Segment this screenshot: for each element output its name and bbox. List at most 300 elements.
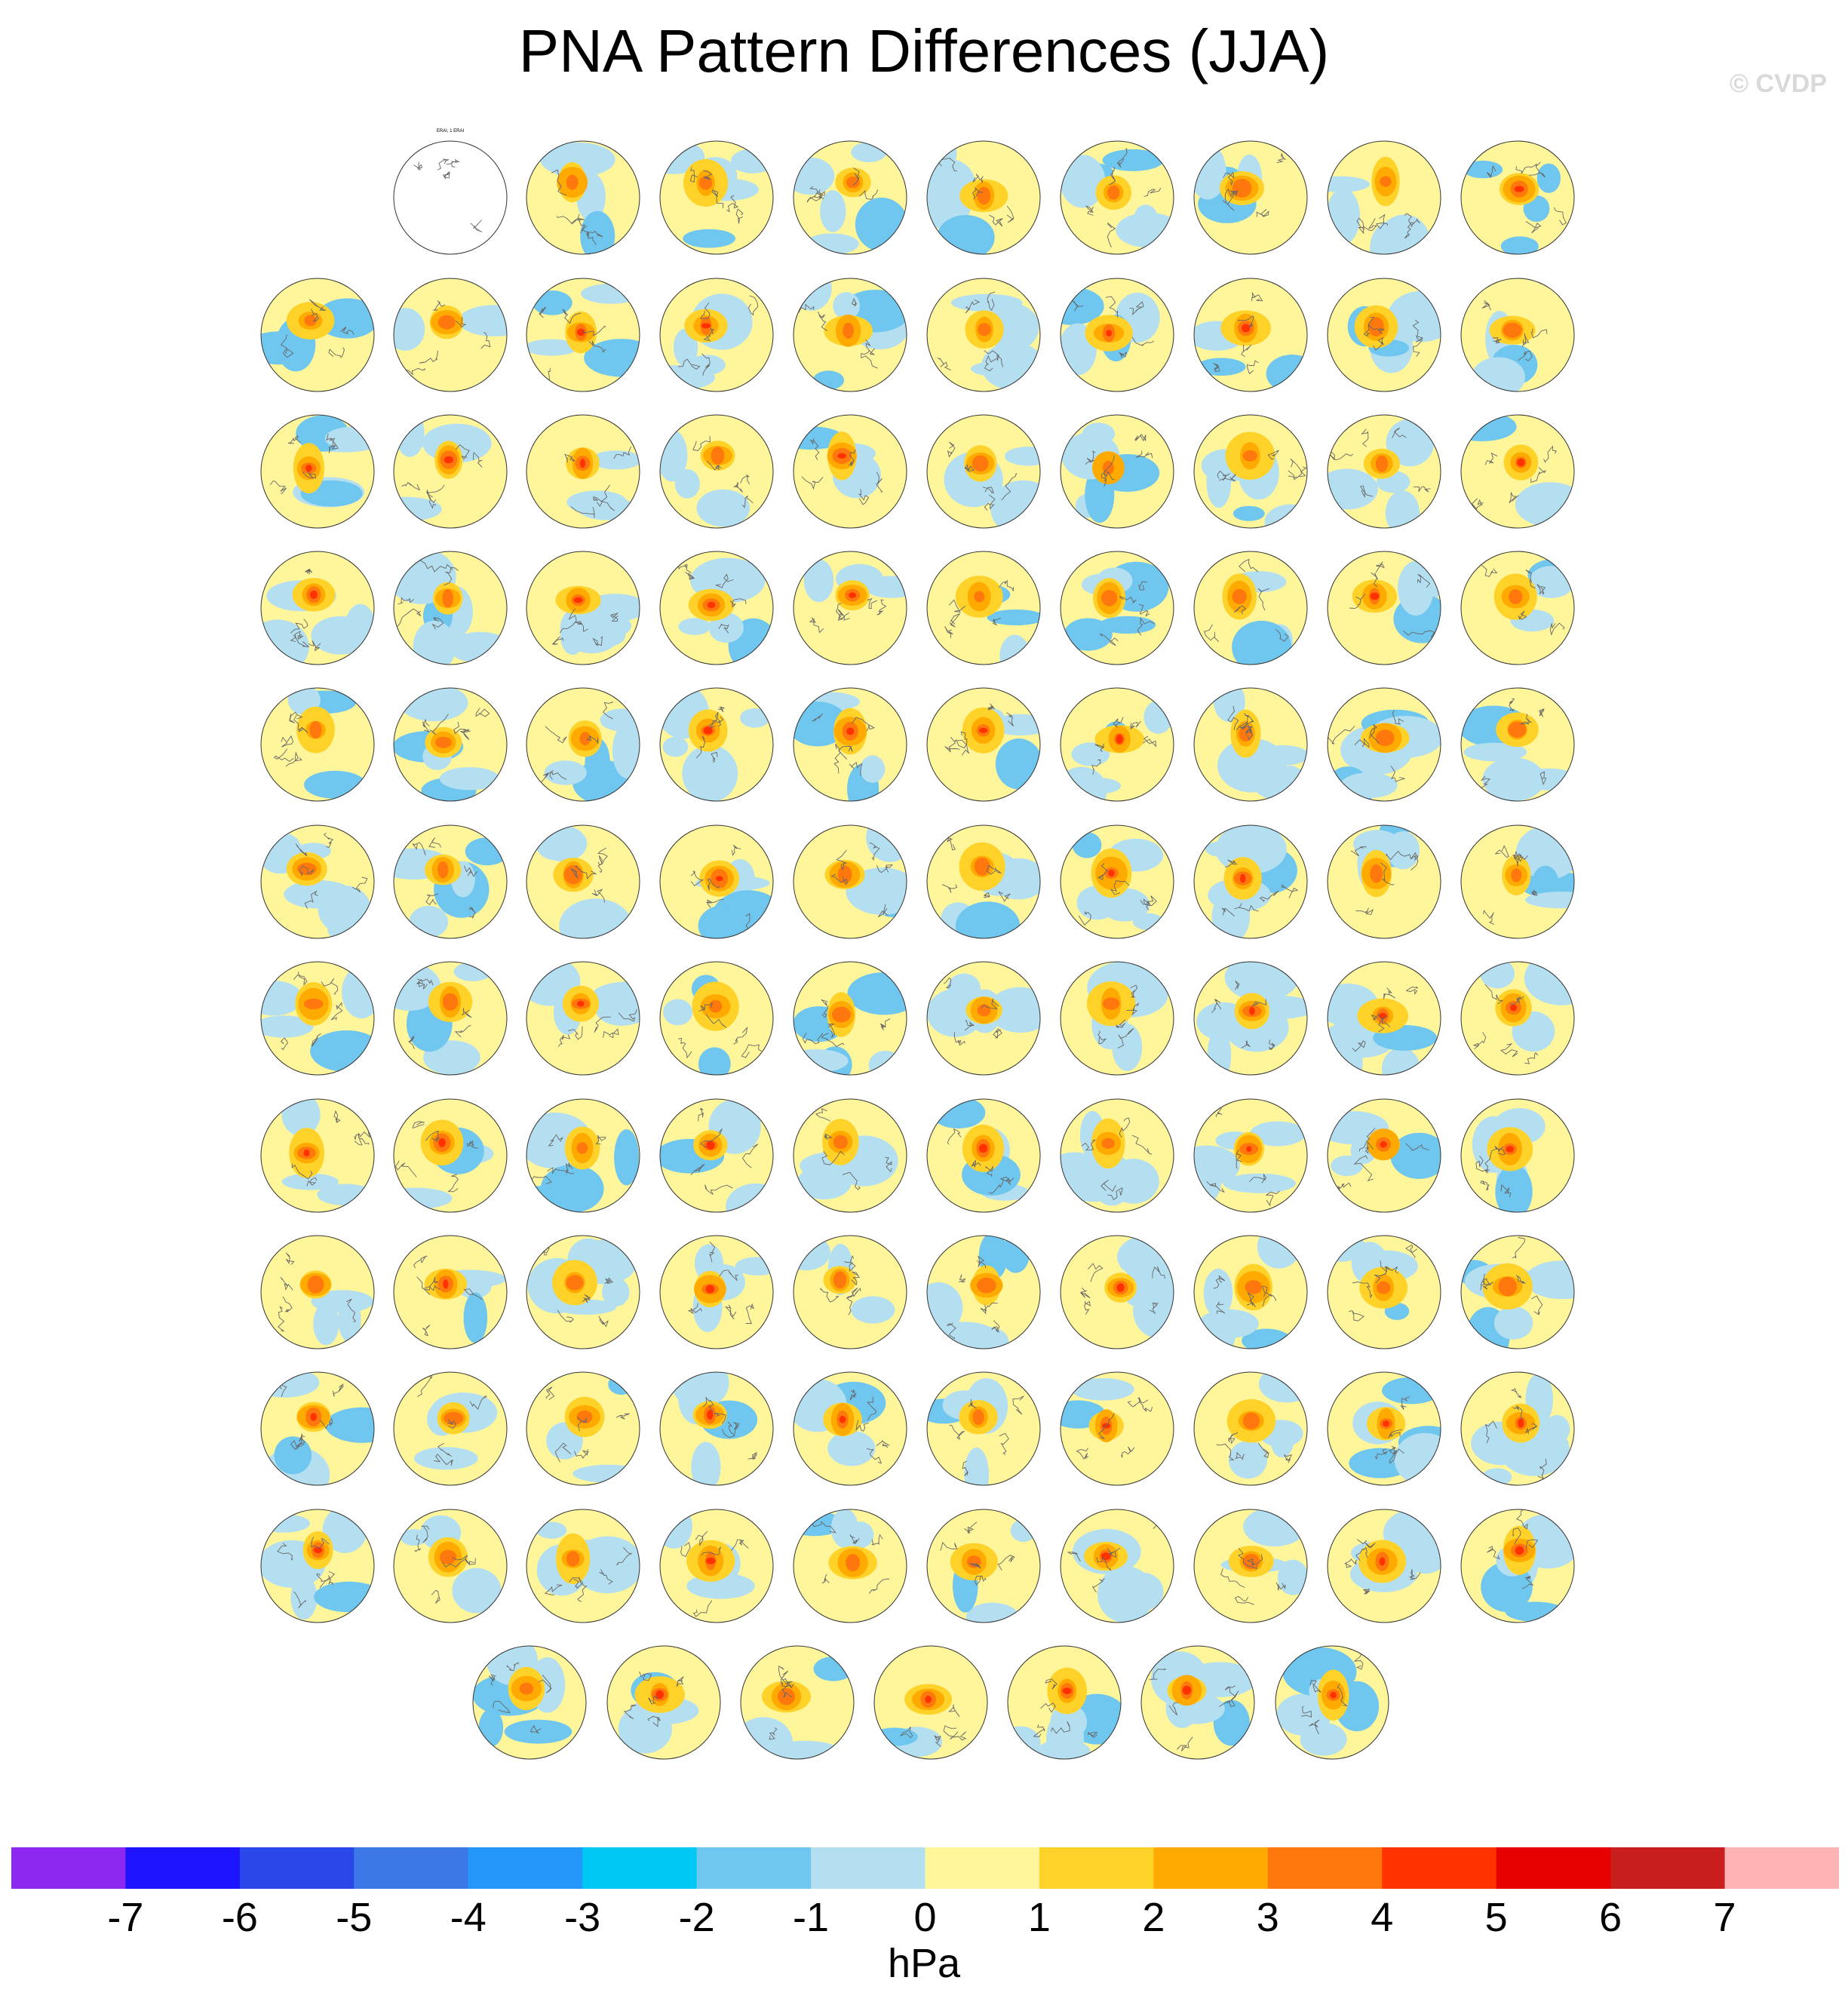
map-panel <box>257 266 378 409</box>
colorbar-tick-label: 4 <box>1371 1895 1394 1940</box>
polar-map <box>656 956 777 1085</box>
polar-map <box>1457 546 1578 674</box>
colorbar-swatch <box>1497 1847 1611 1889</box>
positive-anomaly <box>1380 177 1391 187</box>
polar-map <box>1457 1367 1578 1495</box>
negative-anomaly <box>731 149 775 173</box>
map-panel <box>523 1223 643 1366</box>
negative-anomaly <box>951 294 1023 312</box>
map-panel <box>1190 266 1311 409</box>
map-panel <box>390 675 511 818</box>
map-panel <box>656 266 777 409</box>
polar-map <box>656 136 777 264</box>
colorbar-swatch <box>354 1847 468 1889</box>
map-panel <box>923 1223 1044 1366</box>
colorbar-tick-label: -5 <box>336 1895 373 1940</box>
polar-map <box>523 956 643 1085</box>
positive-anomaly <box>1108 870 1115 877</box>
polar-map <box>656 1504 777 1632</box>
negative-anomaly <box>479 1709 503 1747</box>
polar-map <box>790 956 910 1085</box>
positive-anomaly <box>1376 456 1388 472</box>
polar-map <box>1137 1641 1258 1769</box>
negative-anomaly <box>1463 161 1503 178</box>
negative-anomaly <box>663 999 692 1026</box>
negative-anomaly <box>1382 1377 1441 1405</box>
negative-anomaly <box>573 1465 643 1483</box>
negative-anomaly <box>536 1522 566 1539</box>
positive-anomaly <box>1107 186 1119 200</box>
map-panel <box>1324 266 1444 409</box>
colorbar-swatch <box>1725 1847 1839 1889</box>
negative-anomaly <box>1233 506 1265 521</box>
positive-anomaly <box>1383 1420 1389 1426</box>
map-panel <box>390 266 511 409</box>
positive-anomaly <box>564 865 583 884</box>
negative-anomaly <box>851 1296 895 1323</box>
polar-map <box>656 1230 777 1359</box>
map-panel <box>1190 675 1311 818</box>
map-panel <box>390 1359 511 1503</box>
polar-map <box>790 546 910 674</box>
positive-anomaly <box>1518 1419 1524 1428</box>
map-panel <box>1057 1497 1177 1640</box>
positive-anomaly <box>1249 1007 1255 1015</box>
polar-map <box>1457 1504 1578 1632</box>
map-panel <box>1137 1633 1258 1776</box>
negative-anomaly <box>663 737 689 757</box>
map-panel <box>257 1223 378 1366</box>
positive-anomaly <box>972 456 989 472</box>
polar-map <box>1190 1367 1311 1495</box>
polar-map <box>1324 820 1444 948</box>
polar-map <box>390 410 511 538</box>
map-panel <box>923 1497 1044 1640</box>
positive-anomaly <box>566 1275 583 1290</box>
polar-map <box>523 273 643 401</box>
positive-anomaly <box>1240 874 1245 883</box>
positive-anomaly <box>706 1285 714 1294</box>
polar-map <box>523 546 643 674</box>
positive-anomaly <box>974 591 984 603</box>
negative-anomaly <box>1480 959 1515 988</box>
map-panel <box>1190 1497 1311 1640</box>
map-panel <box>1190 1223 1311 1366</box>
negative-anomaly <box>1398 561 1434 616</box>
polar-map <box>923 546 1044 674</box>
polar-map <box>923 136 1044 264</box>
positive-anomaly <box>846 177 860 188</box>
negative-anomaly <box>338 1297 361 1343</box>
positive-anomaly <box>837 453 846 459</box>
map-panel <box>1324 539 1444 682</box>
polar-map <box>257 546 378 674</box>
polar-map <box>257 1230 378 1359</box>
map-panel <box>1190 539 1311 682</box>
colorbar-swatch <box>1268 1847 1383 1889</box>
colorbar-tick-label: 3 <box>1256 1895 1279 1940</box>
positive-anomaly <box>438 315 456 330</box>
copyright-watermark: © CVDP <box>1730 69 1827 98</box>
polar-map <box>1457 1230 1578 1359</box>
positive-anomaly <box>1245 1280 1262 1294</box>
map-panel <box>790 539 910 682</box>
map-panel <box>1272 1633 1392 1776</box>
negative-anomaly <box>675 469 700 499</box>
negative-anomaly <box>1103 149 1164 171</box>
polar-map <box>1324 1230 1444 1359</box>
positive-anomaly <box>701 323 711 328</box>
negative-anomaly <box>804 560 834 603</box>
polar-map <box>1324 1504 1444 1632</box>
colorbar-swatch <box>1610 1847 1725 1889</box>
positive-anomaly <box>1233 589 1247 604</box>
positive-anomaly <box>437 861 448 879</box>
positive-anomaly <box>1503 323 1521 338</box>
polar-map <box>1324 273 1444 401</box>
negative-anomaly <box>541 1165 604 1213</box>
negative-anomaly <box>1099 616 1156 634</box>
map-panel <box>523 949 643 1092</box>
map-panel <box>1190 128 1311 272</box>
polar-map <box>1457 1094 1578 1222</box>
map-panel <box>1457 128 1578 272</box>
polar-map <box>603 1641 724 1769</box>
positive-anomaly <box>1103 997 1119 1009</box>
polar-map <box>523 410 643 538</box>
polar-map <box>737 1641 858 1769</box>
polar-map <box>923 1230 1044 1359</box>
polar-map <box>257 683 378 811</box>
negative-anomaly <box>1386 490 1420 536</box>
polar-map <box>923 273 1044 401</box>
positive-anomaly <box>978 323 991 336</box>
map-panel <box>1457 812 1578 956</box>
negative-anomaly <box>471 310 498 327</box>
map-panel <box>1057 812 1177 956</box>
negative-anomaly <box>696 490 750 527</box>
negative-anomaly <box>410 906 449 938</box>
polar-map <box>1057 1094 1177 1222</box>
positive-anomaly <box>1116 1283 1124 1291</box>
map-panel <box>1190 1086 1311 1230</box>
negative-anomaly <box>1495 1165 1532 1218</box>
polar-map <box>1057 956 1177 1085</box>
map-panel <box>790 1223 910 1366</box>
map-panel <box>1457 1497 1578 1640</box>
negative-anomaly <box>1134 204 1157 228</box>
negative-anomaly <box>1506 1602 1566 1622</box>
polar-map <box>1190 956 1311 1085</box>
polar-map <box>1324 1367 1444 1495</box>
positive-anomaly <box>1509 589 1522 604</box>
map-panel <box>390 1223 511 1366</box>
map-panel <box>523 128 643 272</box>
map-panel <box>523 1086 643 1230</box>
map-panel <box>923 949 1044 1092</box>
negative-anomaly <box>284 880 353 909</box>
polar-map <box>523 136 643 264</box>
positive-anomaly <box>577 1001 585 1007</box>
polar-map <box>1324 546 1444 674</box>
polar-map <box>1057 683 1177 811</box>
map-panel <box>390 1497 511 1640</box>
positive-anomaly <box>843 323 854 339</box>
colorbar-swatch <box>240 1847 355 1889</box>
polar-map <box>390 683 511 811</box>
polar-map <box>1057 136 1177 264</box>
positive-anomaly <box>833 1135 848 1150</box>
polar-map <box>257 1367 378 1495</box>
polar-map <box>1190 546 1311 674</box>
polar-map <box>790 683 910 811</box>
map-panel <box>1457 1086 1578 1230</box>
positive-anomaly <box>978 1004 991 1016</box>
negative-anomaly <box>1205 842 1235 857</box>
negative-anomaly <box>1193 1157 1222 1202</box>
negative-anomaly <box>258 1514 310 1532</box>
negative-anomaly <box>1071 1378 1134 1401</box>
negative-anomaly <box>1112 1024 1142 1071</box>
positive-anomaly <box>1370 593 1379 600</box>
polar-map <box>790 1367 910 1495</box>
positive-anomaly <box>655 1690 664 1699</box>
map-panel <box>390 812 511 956</box>
polar-map <box>257 1094 378 1222</box>
map-panel <box>1457 949 1578 1092</box>
map-panel <box>1057 266 1177 409</box>
polar-map <box>257 1504 378 1632</box>
negative-anomaly <box>1537 164 1561 193</box>
map-panel <box>1457 1359 1578 1503</box>
negative-anomaly <box>533 290 573 315</box>
negative-anomaly <box>452 1568 501 1613</box>
map-panel <box>603 1633 724 1776</box>
positive-anomaly <box>577 1142 588 1154</box>
negative-anomaly <box>313 1303 339 1346</box>
polar-map <box>257 273 378 401</box>
negative-anomaly <box>1232 621 1291 674</box>
negative-anomaly <box>814 1656 854 1681</box>
positive-anomaly <box>566 175 579 190</box>
negative-anomaly <box>771 1741 840 1761</box>
polar-map <box>1004 1641 1125 1769</box>
colorbar-swatch <box>11 1847 126 1889</box>
positive-anomaly <box>566 1551 579 1566</box>
negative-anomaly <box>580 211 615 262</box>
negative-anomaly <box>820 190 846 232</box>
negative-anomaly <box>1326 188 1360 244</box>
map-panel <box>790 675 910 818</box>
positive-anomaly <box>707 1410 713 1420</box>
polar-map <box>656 820 777 948</box>
colorbar-tick-label: -2 <box>678 1895 715 1940</box>
negative-anomaly <box>871 1727 918 1745</box>
map-panel <box>923 402 1044 545</box>
polar-map <box>390 136 511 264</box>
polar-map <box>923 683 1044 811</box>
polar-map <box>1457 273 1578 401</box>
negative-anomaly <box>682 745 738 803</box>
map-panel <box>1190 1359 1311 1503</box>
negative-anomaly <box>1046 1712 1084 1767</box>
polar-map <box>390 1504 511 1632</box>
map-panel <box>790 812 910 956</box>
map-panel <box>790 402 910 545</box>
negative-anomaly <box>597 623 626 646</box>
map-panel <box>790 1086 910 1230</box>
negative-anomaly <box>581 284 642 304</box>
negative-anomaly <box>414 1447 478 1469</box>
negative-anomaly <box>987 609 1045 625</box>
reference-map-panel <box>390 128 511 272</box>
negative-anomaly <box>454 963 493 981</box>
negative-anomaly <box>869 1051 903 1079</box>
polar-map <box>656 273 777 401</box>
map-panel <box>923 1086 1044 1230</box>
positive-anomaly <box>846 1554 860 1571</box>
polar-map <box>1190 1504 1311 1632</box>
map-panel <box>1324 1497 1444 1640</box>
polar-map <box>1272 1641 1392 1769</box>
positive-anomaly <box>1243 450 1257 462</box>
polar-map <box>1324 956 1444 1085</box>
polar-map <box>1057 820 1177 948</box>
polar-map <box>1457 820 1578 948</box>
negative-anomaly <box>560 616 585 655</box>
positive-anomaly <box>1498 1277 1516 1297</box>
map-panel <box>656 812 777 956</box>
positive-anomaly <box>972 1409 984 1425</box>
map-panel <box>1457 1223 1578 1366</box>
polar-map <box>1190 820 1311 948</box>
map-panel <box>1324 949 1444 1092</box>
positive-anomaly <box>1102 1138 1115 1149</box>
colorbar-tick-label: 7 <box>1713 1895 1736 1940</box>
negative-anomaly <box>1257 745 1309 766</box>
polar-map <box>1324 410 1444 538</box>
map-panel <box>1004 1633 1125 1776</box>
polar-map <box>656 683 777 811</box>
negative-anomaly <box>678 618 711 635</box>
positive-anomaly <box>1116 735 1123 744</box>
polar-map <box>523 1230 643 1359</box>
negative-anomaly <box>399 684 468 721</box>
polar-map <box>523 683 643 811</box>
map-panel <box>656 1086 777 1230</box>
map-panel <box>1190 949 1311 1092</box>
colorbar-tick-label: -4 <box>450 1895 487 1940</box>
positive-anomaly <box>833 1271 846 1288</box>
map-panel <box>523 812 643 956</box>
negative-anomaly <box>932 1097 986 1128</box>
polar-map <box>1190 273 1311 401</box>
map-panel <box>1324 402 1444 545</box>
map-panel <box>1324 1223 1444 1366</box>
positive-anomaly <box>308 1276 324 1294</box>
polar-map <box>523 1504 643 1632</box>
polar-map <box>390 1230 511 1359</box>
chart-title: PNA Pattern Differences (JJA) <box>518 17 1330 84</box>
positive-anomaly <box>435 737 452 748</box>
polar-map <box>1190 410 1311 538</box>
positive-anomaly <box>305 465 312 471</box>
negative-anomaly <box>827 1431 875 1466</box>
colorbar-swatch <box>1153 1847 1268 1889</box>
positive-anomaly <box>1511 868 1521 882</box>
polar-map <box>656 410 777 538</box>
polar-map <box>390 820 511 948</box>
polar-map <box>1190 683 1311 811</box>
polar-map <box>923 410 1044 538</box>
polar-map <box>1057 1367 1177 1495</box>
negative-anomaly <box>1278 1560 1309 1595</box>
negative-anomaly <box>1229 1441 1267 1478</box>
map-panel <box>790 128 910 272</box>
map-panel <box>1190 402 1311 545</box>
map-panel <box>1057 1086 1177 1230</box>
positive-anomaly <box>304 1150 310 1157</box>
map-panel <box>1057 1359 1177 1503</box>
positive-anomaly <box>840 1416 846 1423</box>
map-background <box>790 1230 910 1359</box>
map-panel <box>923 812 1044 956</box>
positive-anomaly <box>1370 864 1383 883</box>
negative-anomaly <box>290 1576 317 1620</box>
polar-map <box>656 1094 777 1222</box>
positive-anomaly <box>778 1688 795 1706</box>
negative-anomaly <box>1011 1519 1036 1542</box>
map-panel <box>870 1633 991 1776</box>
negative-anomaly <box>1494 1306 1533 1340</box>
positive-anomaly <box>1330 1692 1337 1699</box>
negative-anomaly <box>1300 1723 1347 1756</box>
positive-anomaly <box>846 728 854 735</box>
polar-map <box>1457 136 1578 264</box>
negative-anomaly <box>656 1504 692 1549</box>
map-panel <box>469 1633 590 1776</box>
map-panel <box>523 266 643 409</box>
polar-map <box>257 410 378 538</box>
map-panel <box>1057 949 1177 1092</box>
map-panel <box>257 949 378 1092</box>
positive-anomaly <box>444 1412 463 1425</box>
map-background <box>390 136 511 264</box>
colorbar-swatch <box>1382 1847 1497 1889</box>
positive-anomaly <box>1242 324 1250 332</box>
positive-anomaly <box>706 1141 714 1150</box>
map-panel <box>1057 1223 1177 1366</box>
polar-map <box>656 1367 777 1495</box>
polar-map <box>1324 136 1444 264</box>
map-panel <box>1324 1359 1444 1503</box>
map-panel <box>1324 812 1444 956</box>
negative-anomaly <box>698 1047 731 1080</box>
map-panel <box>1457 402 1578 545</box>
positive-anomaly <box>1515 1546 1524 1555</box>
colorbar-tick-label: 2 <box>1142 1895 1165 1940</box>
polar-map <box>923 1367 1044 1495</box>
polar-map <box>1057 546 1177 674</box>
polar-map <box>923 956 1044 1085</box>
polar-map <box>390 956 511 1085</box>
map-panel <box>257 812 378 956</box>
polar-map <box>257 820 378 948</box>
polar-map <box>790 820 910 948</box>
polar-map <box>1190 1094 1311 1222</box>
map-panel <box>390 1086 511 1230</box>
negative-anomaly <box>1243 1507 1306 1546</box>
